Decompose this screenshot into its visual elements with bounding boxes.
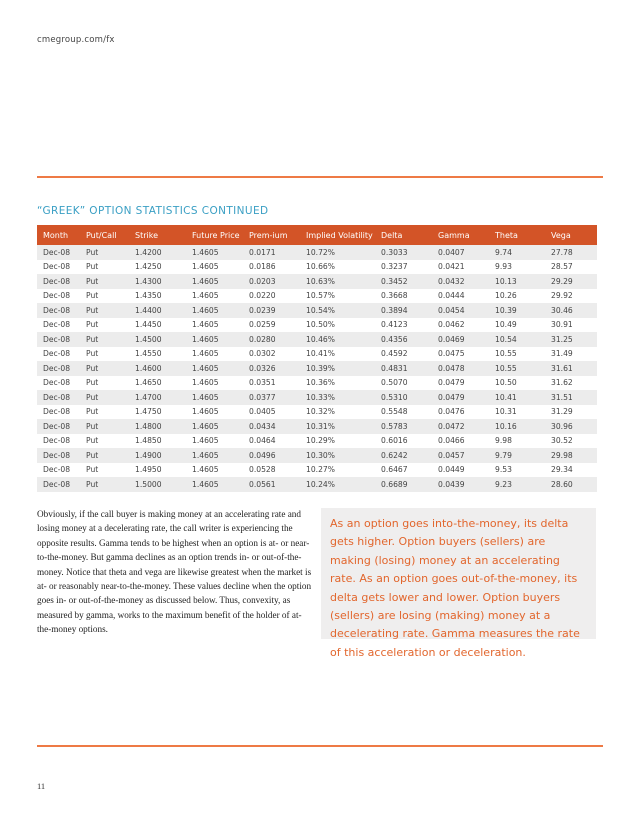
table-cell: 1.4300 bbox=[129, 274, 186, 289]
table-cell: Dec-08 bbox=[37, 289, 80, 304]
table-cell: Put bbox=[80, 390, 129, 405]
table-cell: 0.6242 bbox=[375, 448, 432, 463]
table-cell: 0.0528 bbox=[243, 463, 300, 478]
table-cell: 0.0220 bbox=[243, 289, 300, 304]
table-row bbox=[37, 274, 597, 289]
table-cell: 31.25 bbox=[545, 332, 597, 347]
table-cell: 1.4605 bbox=[186, 260, 243, 275]
table-cell: 10.26 bbox=[489, 289, 545, 304]
table-cell: Put bbox=[80, 477, 129, 492]
page-number: 11 bbox=[37, 781, 46, 791]
table-cell: 1.4605 bbox=[186, 463, 243, 478]
table-cell: Put bbox=[80, 448, 129, 463]
table-cell: 0.0186 bbox=[243, 260, 300, 275]
column-header: Vega bbox=[545, 225, 597, 245]
table-cell: 9.74 bbox=[489, 245, 545, 260]
table-cell: 0.3033 bbox=[375, 245, 432, 260]
table-cell: Put bbox=[80, 318, 129, 333]
table-cell: 31.62 bbox=[545, 376, 597, 391]
table-cell: 0.3237 bbox=[375, 260, 432, 275]
table-cell: 0.0444 bbox=[432, 289, 489, 304]
table-cell: 0.6016 bbox=[375, 434, 432, 449]
table-cell: 1.4605 bbox=[186, 303, 243, 318]
table-cell: Dec-08 bbox=[37, 376, 80, 391]
table-cell: Put bbox=[80, 376, 129, 391]
table-cell: Put bbox=[80, 303, 129, 318]
table-cell: 10.13 bbox=[489, 274, 545, 289]
table-cell: 0.0476 bbox=[432, 405, 489, 420]
table-cell: Put bbox=[80, 405, 129, 420]
table-row bbox=[37, 361, 597, 376]
table-cell: 31.49 bbox=[545, 347, 597, 362]
table-cell: 10.55 bbox=[489, 361, 545, 376]
table-cell: 1.4250 bbox=[129, 260, 186, 275]
column-header: Strike bbox=[129, 225, 186, 245]
table-cell: Dec-08 bbox=[37, 434, 80, 449]
table-cell: 31.29 bbox=[545, 405, 597, 420]
table-cell: Dec-08 bbox=[37, 361, 80, 376]
table-cell: 0.4831 bbox=[375, 361, 432, 376]
table-cell: 10.57% bbox=[300, 289, 375, 304]
table-cell: 1.4900 bbox=[129, 448, 186, 463]
table-row bbox=[37, 463, 597, 478]
table-row bbox=[37, 477, 597, 492]
site-url: cmegroup.com/fx bbox=[37, 35, 115, 45]
table-cell: 1.4600 bbox=[129, 361, 186, 376]
table-cell: 28.60 bbox=[545, 477, 597, 492]
column-header: Future Price bbox=[186, 225, 243, 245]
table-cell: 30.52 bbox=[545, 434, 597, 449]
table-cell: 1.4605 bbox=[186, 448, 243, 463]
table-cell: 0.4356 bbox=[375, 332, 432, 347]
table-cell: Dec-08 bbox=[37, 477, 80, 492]
table-row bbox=[37, 419, 597, 434]
column-header: Theta bbox=[489, 225, 545, 245]
table-cell: 0.0407 bbox=[432, 245, 489, 260]
table-cell: 0.0457 bbox=[432, 448, 489, 463]
table-cell: 1.5000 bbox=[129, 477, 186, 492]
table-cell: 0.6689 bbox=[375, 477, 432, 492]
table-cell: 0.0326 bbox=[243, 361, 300, 376]
table-cell: 9.93 bbox=[489, 260, 545, 275]
table-cell: 0.0479 bbox=[432, 390, 489, 405]
table-cell: 10.32% bbox=[300, 405, 375, 420]
table-header-row bbox=[37, 225, 597, 245]
table-cell: 0.0432 bbox=[432, 274, 489, 289]
table-cell: 0.0439 bbox=[432, 477, 489, 492]
table-cell: Dec-08 bbox=[37, 260, 80, 275]
table-cell: 29.34 bbox=[545, 463, 597, 478]
column-header: Put/Call bbox=[80, 225, 129, 245]
table-cell: 1.4350 bbox=[129, 289, 186, 304]
table-cell: 0.3452 bbox=[375, 274, 432, 289]
table-cell: Dec-08 bbox=[37, 463, 80, 478]
table-cell: 0.0561 bbox=[243, 477, 300, 492]
table-cell: 0.0239 bbox=[243, 303, 300, 318]
table-cell: Dec-08 bbox=[37, 303, 80, 318]
table-cell: Put bbox=[80, 463, 129, 478]
table-cell: 10.41% bbox=[300, 347, 375, 362]
table-cell: 0.0203 bbox=[243, 274, 300, 289]
table-cell: 10.54 bbox=[489, 332, 545, 347]
table-cell: 10.50% bbox=[300, 318, 375, 333]
table-cell: 31.61 bbox=[545, 361, 597, 376]
table-row bbox=[37, 390, 597, 405]
table-cell: Put bbox=[80, 274, 129, 289]
table-row bbox=[37, 245, 597, 260]
table-cell: 1.4605 bbox=[186, 347, 243, 362]
table-cell: 1.4200 bbox=[129, 245, 186, 260]
table-row bbox=[37, 289, 597, 304]
table-cell: 29.29 bbox=[545, 274, 597, 289]
column-header: Delta bbox=[375, 225, 432, 245]
table-row bbox=[37, 405, 597, 420]
table-cell: Dec-08 bbox=[37, 332, 80, 347]
table-cell: 10.39% bbox=[300, 361, 375, 376]
table-cell: 0.0478 bbox=[432, 361, 489, 376]
table-cell: 28.57 bbox=[545, 260, 597, 275]
column-header: Month bbox=[37, 225, 80, 245]
bottom-divider bbox=[37, 745, 603, 747]
table-cell: Dec-08 bbox=[37, 448, 80, 463]
table-cell: Dec-08 bbox=[37, 274, 80, 289]
table-cell: 9.98 bbox=[489, 434, 545, 449]
column-header: Gamma bbox=[432, 225, 489, 245]
table-cell: 30.91 bbox=[545, 318, 597, 333]
table-cell: Dec-08 bbox=[37, 405, 80, 420]
table-cell: 9.23 bbox=[489, 477, 545, 492]
table-row bbox=[37, 376, 597, 391]
table-cell: 0.0464 bbox=[243, 434, 300, 449]
table-cell: 1.4605 bbox=[186, 361, 243, 376]
table-cell: 0.0377 bbox=[243, 390, 300, 405]
table-cell: Dec-08 bbox=[37, 419, 80, 434]
table-cell: 0.0449 bbox=[432, 463, 489, 478]
table-cell: 1.4550 bbox=[129, 347, 186, 362]
table-cell: 10.29% bbox=[300, 434, 375, 449]
table-cell: 10.27% bbox=[300, 463, 375, 478]
table-cell: 0.0472 bbox=[432, 419, 489, 434]
table-cell: 10.41 bbox=[489, 390, 545, 405]
table-cell: 10.31 bbox=[489, 405, 545, 420]
section-title: “GREEK” OPTION STATISTICS CONTINUED bbox=[37, 205, 269, 217]
table-cell: Put bbox=[80, 289, 129, 304]
table-cell: 1.4605 bbox=[186, 434, 243, 449]
table-cell: 0.4123 bbox=[375, 318, 432, 333]
table-cell: 1.4450 bbox=[129, 318, 186, 333]
table-cell: 1.4605 bbox=[186, 419, 243, 434]
table-cell: 0.0479 bbox=[432, 376, 489, 391]
table-cell: 0.3668 bbox=[375, 289, 432, 304]
table-cell: 0.0469 bbox=[432, 332, 489, 347]
table-cell: 0.0405 bbox=[243, 405, 300, 420]
table-cell: 1.4605 bbox=[186, 376, 243, 391]
table-cell: Put bbox=[80, 332, 129, 347]
table-cell: 0.5070 bbox=[375, 376, 432, 391]
table-cell: 1.4400 bbox=[129, 303, 186, 318]
table-cell: Dec-08 bbox=[37, 390, 80, 405]
table-cell: 0.0171 bbox=[243, 245, 300, 260]
table-cell: Put bbox=[80, 260, 129, 275]
table-cell: 0.0462 bbox=[432, 318, 489, 333]
table-cell: 31.51 bbox=[545, 390, 597, 405]
table-cell: 10.46% bbox=[300, 332, 375, 347]
greek-statistics-table bbox=[37, 225, 597, 492]
table-cell: 0.0466 bbox=[432, 434, 489, 449]
table-cell: 10.55 bbox=[489, 347, 545, 362]
table-cell: 0.4592 bbox=[375, 347, 432, 362]
table-cell: Dec-08 bbox=[37, 318, 80, 333]
table-cell: Put bbox=[80, 419, 129, 434]
table-body bbox=[37, 245, 597, 492]
table-cell: 10.16 bbox=[489, 419, 545, 434]
table-cell: 29.98 bbox=[545, 448, 597, 463]
table-cell: Dec-08 bbox=[37, 347, 80, 362]
callout-box bbox=[321, 508, 596, 659]
table-cell: 1.4605 bbox=[186, 245, 243, 260]
table-cell: 0.0421 bbox=[432, 260, 489, 275]
table-cell: 10.50 bbox=[489, 376, 545, 391]
table-cell: Put bbox=[80, 347, 129, 362]
table-cell: Dec-08 bbox=[37, 245, 80, 260]
table-cell: 0.5548 bbox=[375, 405, 432, 420]
table-cell: 10.66% bbox=[300, 260, 375, 275]
table-cell: 1.4605 bbox=[186, 405, 243, 420]
table-cell: 10.33% bbox=[300, 390, 375, 405]
table-row bbox=[37, 303, 597, 318]
table-cell: 10.49 bbox=[489, 318, 545, 333]
table-cell: 1.4605 bbox=[186, 318, 243, 333]
table-cell: 0.5310 bbox=[375, 390, 432, 405]
body-paragraph-block bbox=[37, 507, 312, 637]
table-cell: 9.53 bbox=[489, 463, 545, 478]
table-cell: 10.72% bbox=[300, 245, 375, 260]
table-cell: 0.0454 bbox=[432, 303, 489, 318]
table-cell: Put bbox=[80, 245, 129, 260]
table-cell: 1.4850 bbox=[129, 434, 186, 449]
table-cell: 1.4500 bbox=[129, 332, 186, 347]
table-cell: 0.0280 bbox=[243, 332, 300, 347]
table-cell: Put bbox=[80, 361, 129, 376]
table-cell: 0.3894 bbox=[375, 303, 432, 318]
table-cell: 10.54% bbox=[300, 303, 375, 318]
table-cell: 27.78 bbox=[545, 245, 597, 260]
table-cell: 10.30% bbox=[300, 448, 375, 463]
table-cell: 0.6467 bbox=[375, 463, 432, 478]
table-cell: 0.5783 bbox=[375, 419, 432, 434]
column-header: Implied Volatility bbox=[300, 225, 375, 245]
table-row bbox=[37, 448, 597, 463]
top-divider bbox=[37, 176, 603, 178]
table-cell: 0.0434 bbox=[243, 419, 300, 434]
table-cell: 1.4605 bbox=[186, 477, 243, 492]
callout-text: As an option goes into-the-money, its delta gets higher. Option buyers (sellers) are making (losing) money at an accelerating rate. As an option goes out-of-the-money, its delta gets lower and lower. Option buyers (sellers) are losing (making) money at a decelerating rate. Gamma measures the rate of this acceleration or deceleration. bbox=[330, 517, 580, 659]
table-cell: 1.4950 bbox=[129, 463, 186, 478]
table-cell: 30.46 bbox=[545, 303, 597, 318]
table-cell: 10.24% bbox=[300, 477, 375, 492]
table-cell: 1.4650 bbox=[129, 376, 186, 391]
table-cell: 10.31% bbox=[300, 419, 375, 434]
table-cell: 1.4605 bbox=[186, 289, 243, 304]
table-cell: 0.0351 bbox=[243, 376, 300, 391]
table-row bbox=[37, 347, 597, 362]
table-cell: 10.39 bbox=[489, 303, 545, 318]
table-cell: 1.4750 bbox=[129, 405, 186, 420]
table-cell: Put bbox=[80, 434, 129, 449]
table-cell: 10.63% bbox=[300, 274, 375, 289]
table-cell: 0.0302 bbox=[243, 347, 300, 362]
table-row bbox=[37, 260, 597, 275]
table-cell: 0.0259 bbox=[243, 318, 300, 333]
table-cell: 0.0496 bbox=[243, 448, 300, 463]
body-paragraph: Obviously, if the call buyer is making money at an accelerating rate and losing money at a decelerating rate, the call writer is experiencing the opposite results. Gamma tends to be highest when an option is at- or near-to-the-money. But gamma declines as an option trends in- or out-of-the-money. Notice that theta and vega are likewise greatest when the market is at- or reasonably near-to-the-money. These values decline when the option goes in- or out-of-the-money as discussed below. Thus, convexity, as measured by gamma, works to the maximum benefit of the holder of at-the-money options. bbox=[37, 509, 312, 635]
table-cell: 30.96 bbox=[545, 419, 597, 434]
table-row bbox=[37, 434, 597, 449]
table-cell: 1.4800 bbox=[129, 419, 186, 434]
table-cell: 9.79 bbox=[489, 448, 545, 463]
table-cell: 1.4605 bbox=[186, 274, 243, 289]
column-header: Prem-ium bbox=[243, 225, 300, 245]
table-cell: 1.4700 bbox=[129, 390, 186, 405]
table-cell: 29.92 bbox=[545, 289, 597, 304]
table-row bbox=[37, 332, 597, 347]
table-cell: 0.0475 bbox=[432, 347, 489, 362]
table-cell: 10.36% bbox=[300, 376, 375, 391]
table-cell: 1.4605 bbox=[186, 332, 243, 347]
table-row bbox=[37, 318, 597, 333]
table-cell: 1.4605 bbox=[186, 390, 243, 405]
